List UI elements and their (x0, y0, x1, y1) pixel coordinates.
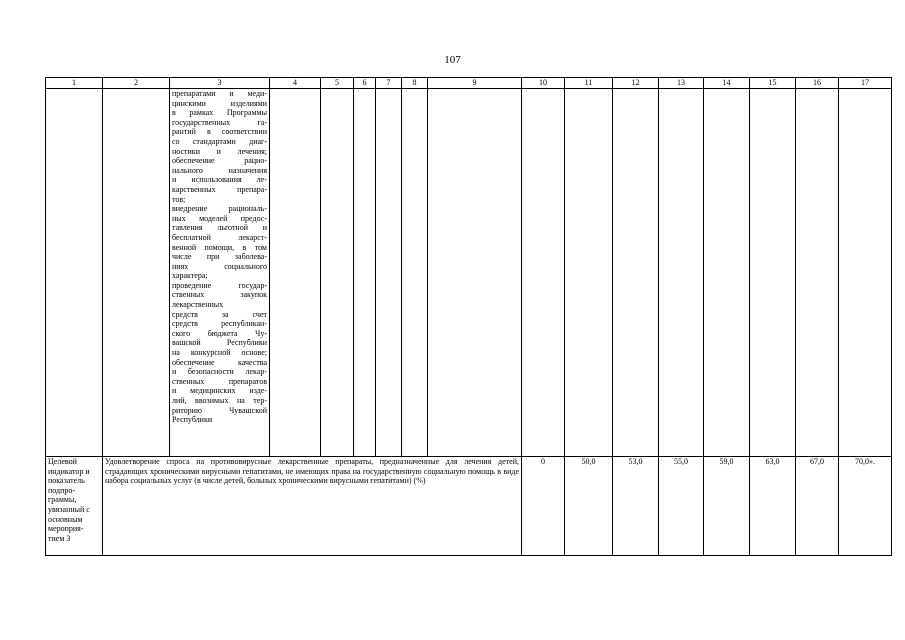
text-line: вашской Республики (172, 338, 267, 348)
text-line: ных моделей предос- (172, 213, 267, 223)
text-line: числе при заболева- (172, 252, 267, 262)
page-number: 107 (444, 54, 461, 66)
empty-cell (376, 89, 402, 457)
header-cell: 15 (750, 78, 796, 89)
header-cell: 16 (796, 78, 839, 89)
text-line: средств за счет (172, 309, 267, 319)
value-cell: 59,0 (704, 457, 750, 556)
value-cell: 53,0 (613, 457, 659, 556)
text-line: цинскими изделиями (172, 98, 267, 108)
text-line: характера; (172, 271, 208, 281)
text-line: проведение государ- (172, 280, 267, 290)
empty-cell (103, 89, 170, 457)
text-line: увязанный с (48, 504, 90, 514)
value-cell: 50,0 (565, 457, 613, 556)
text-line: ниях социального (172, 261, 267, 271)
header-cell: 11 (565, 78, 613, 89)
header-cell: 6 (354, 78, 376, 89)
text-line: в рамках Программы (172, 108, 267, 118)
text-line: Республики (172, 415, 213, 425)
text-line: риторию Чувашской (172, 405, 267, 415)
header-cell: 12 (613, 78, 659, 89)
text-line: мероприя- (48, 524, 84, 534)
header-cell: 4 (270, 78, 321, 89)
text-line: обеспечение рацио- (172, 156, 267, 166)
text-line: нального назначения (172, 165, 267, 175)
empty-cell (750, 89, 796, 457)
text-line: ского бюджета Чу- (172, 328, 267, 338)
header-cell: 14 (704, 78, 750, 89)
text-line: карственных препара- (172, 184, 267, 194)
header-cell: 5 (321, 78, 354, 89)
text-line: лекарственных (172, 300, 224, 310)
text-line: препаратами и меди- (172, 89, 267, 98)
activity-description-cell (170, 89, 270, 457)
indicator-row (46, 457, 892, 556)
empty-cell (46, 89, 103, 457)
empty-cell (613, 89, 659, 457)
text-line: тавления льготной и (172, 223, 267, 233)
value-cell: 63,0 (750, 457, 796, 556)
header-cell: 17 (839, 78, 892, 89)
empty-cell (354, 89, 376, 457)
header-cell: 1 (46, 78, 103, 89)
text-line: ностики и лечения; (172, 146, 267, 156)
text-line: тов; (172, 194, 186, 204)
text-line: индикатор и (48, 466, 90, 476)
text-line: граммы, (48, 495, 77, 505)
empty-cell (704, 89, 750, 457)
indicator-label-cell (46, 457, 103, 556)
text-line: рантий в соответствии (172, 127, 267, 137)
text-line: Целевой (48, 457, 77, 466)
text-line: и медицинских изде- (172, 386, 267, 396)
header-cell: 3 (170, 78, 270, 89)
continued-row (46, 89, 892, 457)
value-cell: 55,0 (659, 457, 704, 556)
text-line: основным (48, 514, 83, 524)
header-cell: 13 (659, 78, 704, 89)
text-line: средств республикан- (172, 319, 267, 329)
text-line: подпро- (48, 485, 76, 495)
value-cell: 70,0». (839, 457, 892, 556)
empty-cell (565, 89, 613, 457)
text-line: государственных га- (172, 117, 267, 127)
empty-cell (839, 89, 892, 457)
indicator-description-cell (103, 457, 522, 556)
indicator-description: Удовлетворение спроса на противовирусные лекарственные препараты, предназначенные для лечения детей, страдающих хроническими вирусными гепатитами, не имеющих права на государственную социальную помощь в виде набора социальных услуг (в числе детей, больных хроническими вирусными гепатитами) (%) (105, 457, 519, 486)
text-line: бесплатной лекарст- (172, 232, 267, 242)
text-line: ственных закупок (172, 290, 267, 300)
empty-cell (402, 89, 428, 457)
empty-cell (321, 89, 354, 457)
header-cell: 7 (376, 78, 402, 89)
text-line: венной помощи, в том (172, 242, 267, 252)
text-line: ственных препаратов (172, 376, 267, 386)
header-cell: 9 (428, 78, 522, 89)
text-line: и использования ле- (172, 175, 267, 185)
text-line: обеспечение качества (172, 357, 267, 367)
header-cell: 8 (402, 78, 428, 89)
text-line: лий, ввозимых на тер- (172, 396, 267, 405)
header-cell: 2 (103, 78, 170, 89)
empty-cell (659, 89, 704, 457)
header-cell: 10 (522, 78, 565, 89)
column-number-row (46, 78, 892, 89)
text-line: и безопасности лекар- (172, 367, 267, 377)
value-cell: 67,0 (796, 457, 839, 556)
text-line: внедрение рациональ- (172, 204, 267, 214)
empty-cell (428, 89, 522, 457)
text-line: со стандартами диаг- (172, 136, 267, 146)
empty-cell (522, 89, 565, 457)
text-line: тием 3 (48, 533, 71, 543)
text-line: на конкурсной основе; (172, 348, 267, 358)
program-table (45, 77, 892, 556)
text-line: показатель (48, 476, 85, 486)
value-cell: 0 (522, 457, 565, 556)
empty-cell (796, 89, 839, 457)
empty-cell (270, 89, 321, 457)
